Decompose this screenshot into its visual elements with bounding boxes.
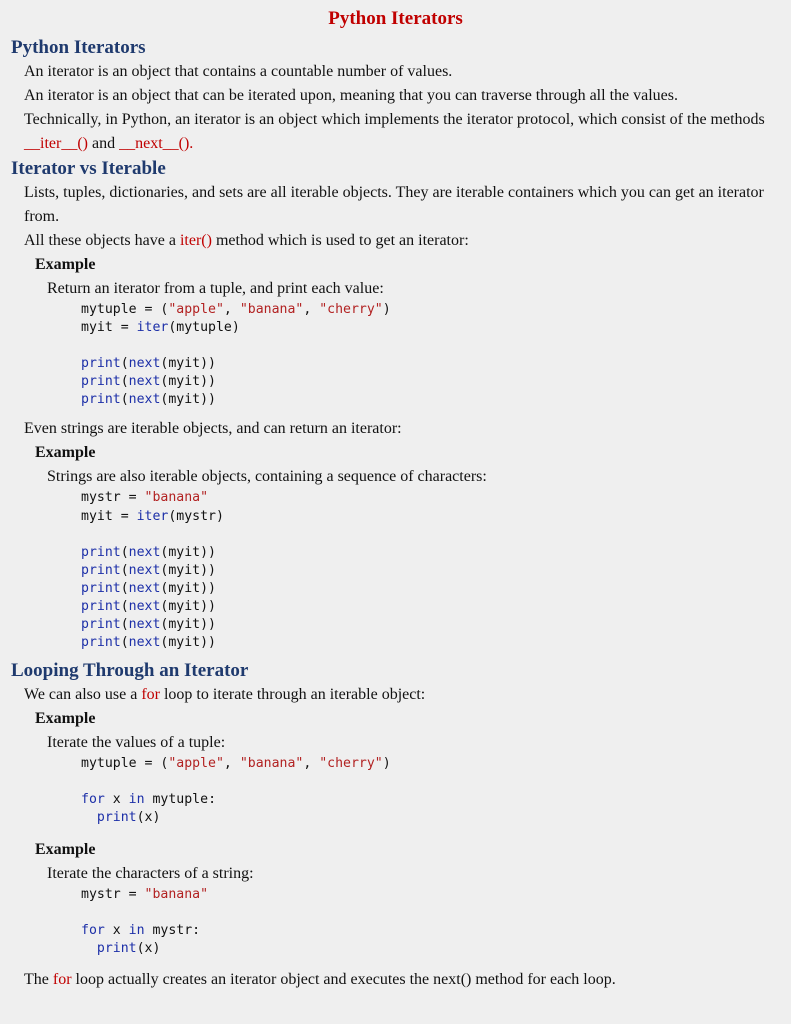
code-line: print(next(myit)) — [81, 356, 216, 372]
code-line: mytuple = ("apple", "banana", "cherry") — [81, 302, 391, 317]
inline-code-iter: iter() — [179, 232, 212, 249]
code-block — [0, 755, 791, 827]
example-label: Example — [35, 256, 96, 273]
paragraph — [0, 968, 791, 992]
example-description: Strings are also iterable objects, containing a sequence of characters: — [47, 468, 487, 486]
code-line: print(next(myit)) — [81, 598, 216, 614]
code-line: myit = iter(mystr) — [81, 508, 224, 524]
example-label: Example — [35, 710, 96, 728]
code-block — [0, 886, 791, 958]
code-line: print(next(myit)) — [81, 580, 216, 596]
paragraph-text: Technically, in Python, an iterator is an object which implements the iterator protocol, which consist of the methods — [24, 111, 765, 128]
code-line: print(x) — [96, 940, 161, 956]
paragraph-text: All these objects have a — [24, 232, 180, 249]
paragraph-text: loop actually creates an iterator object and executes the next() method for each loop. — [71, 970, 616, 988]
section-heading-iterator-vs-iterable: Iterator vs Iterable — [11, 158, 166, 179]
code-line: print(next(myit)) — [81, 544, 216, 560]
paragraph: Even strings are iterable objects, and can return an iterator: — [24, 420, 402, 438]
code-line: print(next(myit)) — [81, 392, 216, 408]
paragraph — [0, 683, 791, 707]
code-line: for x in mytuple: — [81, 792, 217, 808]
example-description: Iterate the characters of a string: — [47, 864, 254, 882]
example-label: Example — [35, 840, 96, 858]
section-heading-python-iterators: Python Iterators — [11, 37, 146, 58]
paragraph-text: method which is used to get an iterator: — [211, 232, 469, 249]
code-line: print(next(myit)) — [81, 617, 216, 633]
code-block — [0, 301, 791, 409]
inline-keyword-for: for — [141, 686, 160, 704]
paragraph-text: We can also use a — [24, 686, 142, 704]
example-description: Iterate the values of a tuple: — [47, 734, 226, 752]
code-line: myit = iter(mytuple) — [81, 320, 240, 336]
inline-keyword-for: for — [52, 970, 72, 988]
paragraph-text: The — [24, 970, 53, 988]
code-block — [0, 489, 791, 652]
paragraph: Lists, tuples, dictionaries, and sets are all iterable objects. They are iterable containers which you can get an iterator from. — [24, 184, 764, 225]
inline-code-iter: __iter__() — [24, 135, 88, 152]
inline-code-next: __next__(). — [119, 135, 194, 152]
paragraph — [0, 108, 791, 156]
code-line: mystr = "banana" — [81, 886, 209, 902]
paragraph: An iterator is an object that can be iterated upon, meaning that you can traverse through all the values. — [24, 87, 678, 104]
paragraph-text: and — [87, 135, 120, 152]
example-label: Example — [35, 444, 96, 462]
paragraph-text: loop to iterate through an iterable object: — [159, 686, 426, 704]
section-heading-looping-through-an-iterator: Looping Through an Iterator — [11, 660, 249, 682]
code-line: print(next(myit)) — [81, 562, 216, 578]
code-line: mytuple = ("apple", "banana", "cherry") — [81, 756, 391, 772]
paragraph: An iterator is an object that contains a countable number of values. — [24, 63, 453, 80]
code-line: print(next(myit)) — [81, 635, 216, 651]
code-line: for x in mystr: — [81, 922, 201, 938]
paragraph — [0, 229, 791, 253]
example-description: Return an iterator from a tuple, and print each value: — [47, 280, 384, 297]
code-line: print(next(myit)) — [81, 374, 216, 390]
page-title: Python Iterators — [328, 8, 463, 29]
code-line: print(x) — [96, 810, 161, 826]
code-line: mystr = "banana" — [81, 490, 209, 506]
